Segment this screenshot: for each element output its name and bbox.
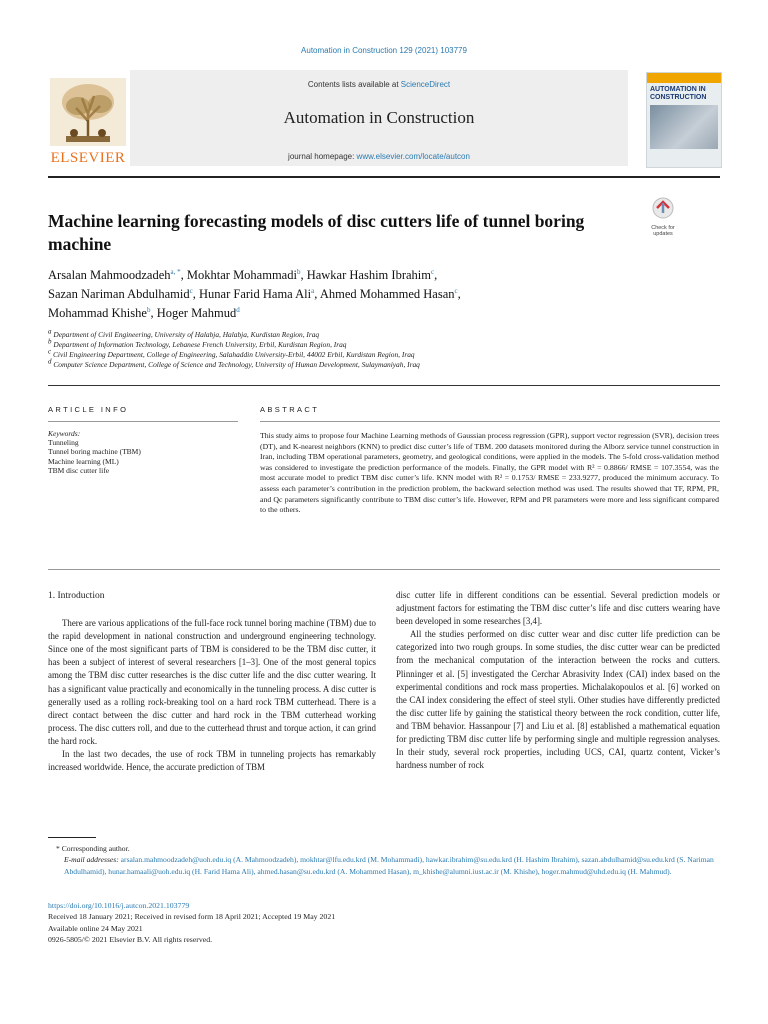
abstract-end-rule <box>48 569 720 570</box>
author-affil-marker[interactable]: c <box>430 267 435 276</box>
article-meta <box>48 900 720 945</box>
cover-image <box>650 105 718 149</box>
journal-title: Automation in Construction <box>283 108 475 127</box>
author[interactable] <box>320 287 458 301</box>
affiliation-text: Department of Civil Engineering, University of Halabja, Halabja, Kurdistan Region, Iraq <box>53 330 320 339</box>
author-affil-marker[interactable]: a, * <box>170 267 181 276</box>
cover-title-line-1: AUTOMATION IN <box>650 86 706 93</box>
body-column-left <box>48 590 376 774</box>
footnotes <box>48 843 720 877</box>
author[interactable] <box>307 268 434 282</box>
author-name: Hunar Farid Hama Ali <box>199 287 312 301</box>
received-dates: Received 18 January 2021; Received in revised form 18 April 2021; Accepted 19 May 2021 <box>48 912 336 922</box>
copyright: 0926-5805/© 2021 Elsevier B.V. All rights reserved. <box>48 934 213 944</box>
abstract-heading: ABSTRACT <box>260 405 320 414</box>
abstract-rule <box>260 421 720 422</box>
email-label: E-mail addresses: <box>64 855 119 865</box>
author-name: Arsalan Mahmoodzadeh <box>48 268 171 282</box>
affiliation-text: Civil Engineering Department, College of Engineering, Salahaddin University-Erbil, 44002 Erbil, Kurdistan Region, Iraq <box>52 350 415 359</box>
keyword-item: TBM disc cutter life <box>48 465 110 475</box>
email-list[interactable]: arsalan.mahmoodzadeh@uoh.edu.iq (A. Mahmoodzadeh), mokhtar@lfu.edu.krd (M. Mohammadi), hawkar.ibrahim@su.edu.krd (H. Hashim Ibrahim), sazan.abdulhamid@su.edu.krd (S. Nariman Abdulhamid), hunar.hamaali@uoh.edu.iq (H. Farid Hama Ali), ahmed.hasan@su.edu.krd (A. Mohammed Hasan), m_khishe@alumni.iust.ac.ir (M. Khishe), hoger.mahmud@uhd.edu.iq (H. Mahmud). <box>64 855 714 876</box>
author[interactable] <box>48 287 193 301</box>
body-paragraph: In the last two decades, the use of rock TBM in tunneling projects has remarkably increased worldwide. Hence, the accurate prediction of TBM <box>48 749 376 773</box>
author-name: Ahmed Mohammed Hasan <box>319 287 455 301</box>
doi-link[interactable]: https://doi.org/10.1016/j.autcon.2021.103779 <box>48 901 190 910</box>
cover-band <box>647 73 721 83</box>
body-paragraph: There are various applications of the full-face rock tunnel boring machine (TBM) due to the rapid development in national construction and underground engineering technology. Since one of the most significant parts of TBM is considered to be the TBM disc cutter, it has been a subject of interest of several researchers [1–3]. One of the most general topics among the TBM disc cutter researches is the disc cutter life and the disc cutter wearing. It has a significant value practically and economically in the tunneling process. A disc cutter is generally used as a rolling rock-breaking tool on a hard rock TBM cutterhead. There is a direct contact between the disc cutter and hard rock in the TBM cutterhead working process. The disc cutters roll, and due to the cutterhead thrust and torque action, it can grind the hard rock. <box>48 618 376 746</box>
paper-title: Machine learning forecasting models of disc cutters life of tunnel boring machine <box>48 211 585 254</box>
email-addresses <box>48 854 720 877</box>
author-name: Hawkar Hashim Ibrahim <box>306 268 431 282</box>
author[interactable] <box>187 268 301 282</box>
author-name: Mohammad Khishe <box>48 306 147 320</box>
cover-title <box>647 83 721 102</box>
journal-cover[interactable] <box>646 72 722 168</box>
affiliation-item <box>48 347 720 360</box>
section-rule <box>48 385 720 386</box>
affiliation-key: a <box>48 327 52 336</box>
author-name: Hoger Mahmud <box>156 306 237 320</box>
author[interactable] <box>48 306 150 320</box>
author-list: Arsalan Mahmoodzadeh$^{a, *}$, Mokhtar Mohammadi$^b$, Hawkar Hashim Ibrahim$^c$, Sazan Nariman Abdulhamid$^c$, Hunar Farid Hama Ali$^a$, Ahmed Mohammed Hasan$^c$, Mohammad Khishe$^b$, Hoger Mahmud$^d$ <box>48 267 461 320</box>
affiliation-key: b <box>48 337 52 346</box>
header-rule <box>48 176 720 178</box>
author-affil-marker[interactable]: a <box>311 286 315 295</box>
keywords-block <box>48 429 238 475</box>
cover-title-line-2: CONSTRUCTION <box>650 94 707 101</box>
article-info-rule <box>48 421 238 422</box>
affiliation-item <box>48 327 720 340</box>
affiliation-list <box>48 327 720 370</box>
author[interactable] <box>48 268 181 282</box>
affiliation-key: c <box>48 347 52 356</box>
check-updates-label-2: updates <box>653 231 673 237</box>
footnote-rule <box>48 837 96 838</box>
affiliation-item <box>48 357 720 370</box>
journal-reference[interactable]: Automation in Construction 129 (2021) 103779 <box>301 46 467 55</box>
author-name: Mokhtar Mohammadi <box>186 268 297 282</box>
author-affil-marker[interactable]: c <box>454 286 458 295</box>
contents-line <box>130 80 628 89</box>
keyword-item: Tunnel boring machine (TBM) <box>48 447 141 457</box>
author[interactable] <box>157 306 240 320</box>
affiliation-text: Department of Information Technology, Lebanese French University, Erbil, Kurdistan Region, Iraq <box>53 340 347 349</box>
abstract-text: This study aims to propose four Machine Learning methods of Gaussian process regression (GPR), support vector regression (SVR), decision trees (DT), and K-nearest neighbors (KNN) to predict disc cutter’s life of TBM. 200 datasets monitored during the Alborz service tunnel construction in Iran, including TBM operational parameters, geometry, and geological conditions, were applied in the models. The 5-fold cross-validation method was considered to investigate the prediction performance of the models. Finally, the GPR model with R² = 0.8866/ RMSE = 107.3554, was the most accurate model to predict TBM disc cutter’s life. KNN model with R² = 0.1753/ RMSE = 233.9277, produced the minimum accuracy. To assess each parameter’s contribution in the prediction problem, the backward selection method was used. The results showed that TF, RPM, PR, and Qc parameters significantly contribute to TBM disc cutter’s life. However, RPM and PR parameters were more and less significant compared to the others. <box>260 431 719 515</box>
keyword-item: Tunneling <box>48 438 79 448</box>
check-updates-icon <box>646 196 680 220</box>
section-heading-introduction: 1. Introduction <box>48 591 105 601</box>
body-paragraph: All the studies performed on disc cutter wear and disc cutter life prediction can be categorized into two rough groups. In some studies, the disc cutter wear can be predicted from the mechanical computation of the interaction between the rocks and cutters. Plinninger et al. [5] investigated the Cerchar Abrasivity Index (CAI) index based on the experimental conditions and rock mass properties. Michalakopoulos et al. [6] worked on the CAI index considering the effect of steel styli. Other studies have differently predicted the disc cutter life by gaining the statistical theory between the rock condition, cutter life, and TBM behavior. Hassanpour [7] and Liu et al. [8] established a mathematical equation for predicting TBM disc cutter life by performing single and multiple regression analyses. In their study, several rock properties, including UCS, CAI, quartz content, Vicker’s hardness number of rock <box>396 629 720 771</box>
body-paragraph: disc cutter life in different conditions can be essential. Several prediction models or adjustment factors for estimating the TBM disc cutter’s life and disc cutters wearing have been developed in some researches [3,4]. <box>396 590 720 627</box>
homepage-prefix: journal homepage: <box>288 152 357 161</box>
author-affil-marker[interactable]: d <box>236 305 240 314</box>
affiliation-text: Computer Science Department, College of Science and Technology, University of Human Development, Sulaymaniyah, Iraq <box>53 360 420 369</box>
keywords-label: Keywords: <box>48 429 81 438</box>
available-online: Available online 24 May 2021 <box>48 923 143 933</box>
corresponding-author-note: * Corresponding author. <box>56 844 130 853</box>
article-info-heading: ARTICLE INFO <box>48 405 129 414</box>
body-column-right <box>396 589 720 772</box>
author-name: Sazan Nariman Abdulhamid <box>48 287 190 301</box>
homepage-link[interactable]: www.elsevier.com/locate/autcon <box>356 152 470 161</box>
author-affil-marker[interactable]: c <box>189 286 193 295</box>
check-for-updates-button[interactable] <box>646 196 680 237</box>
contents-prefix: Contents lists available at <box>307 80 401 89</box>
affiliation-key: d <box>48 357 52 366</box>
elsevier-logo <box>48 76 128 166</box>
journal-homepage <box>130 152 628 161</box>
affiliation-item <box>48 337 720 350</box>
keyword-item: Machine learning (ML) <box>48 456 119 466</box>
author[interactable] <box>199 287 314 301</box>
author-affil-marker[interactable]: b <box>296 267 301 276</box>
publisher-name: ELSEVIER <box>50 150 126 166</box>
sciencedirect-link[interactable]: ScienceDirect <box>400 80 451 89</box>
author-affil-marker[interactable]: b <box>146 305 151 314</box>
check-updates-label-1: Check for <box>651 225 675 231</box>
